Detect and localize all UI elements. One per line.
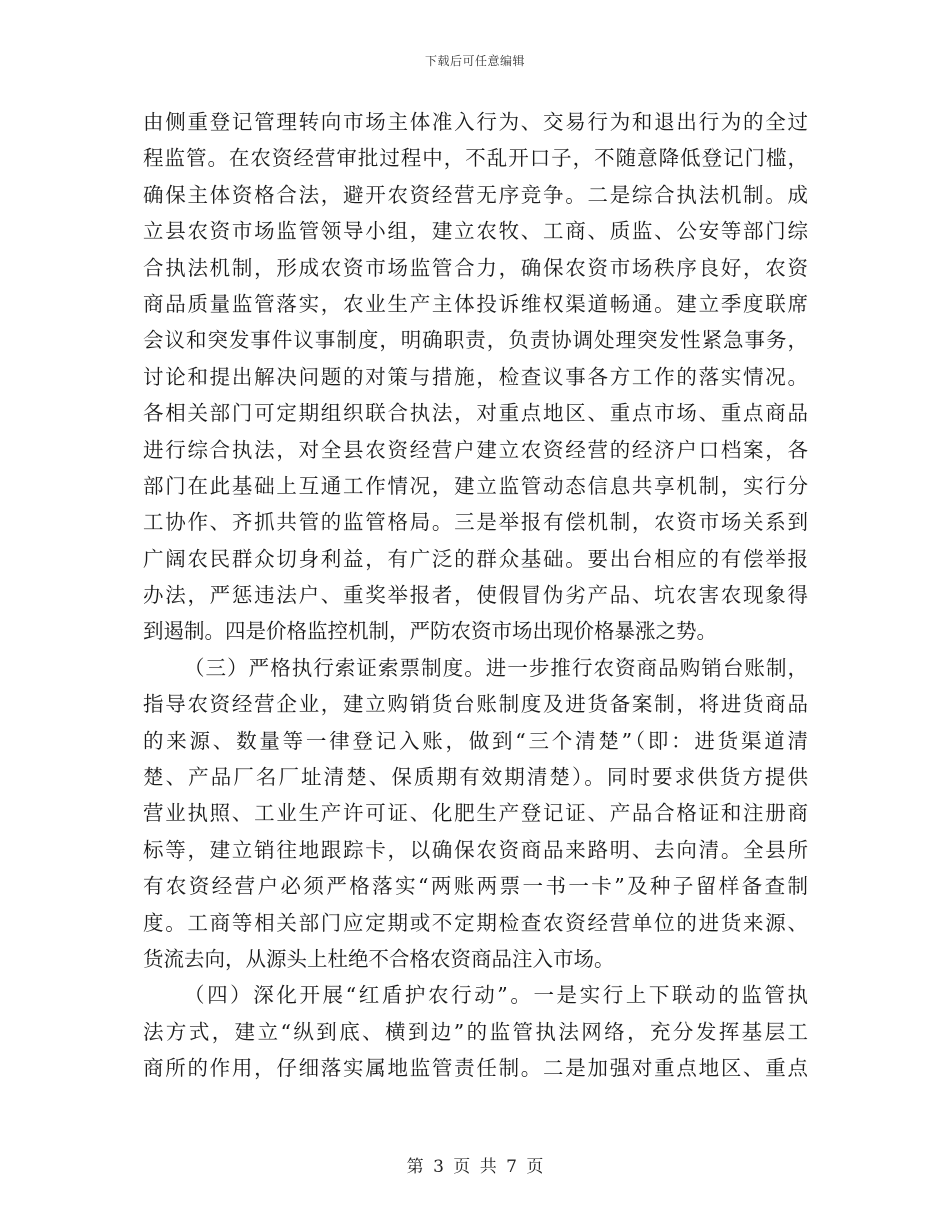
text-line: 由侧重登记管理转向市场主体准入行为、交易行为和退出行为的全过 bbox=[143, 110, 808, 134]
text-line: 部门在此基础上互通工作情况，建立监管动态信息共享机制，实行分 bbox=[143, 473, 808, 498]
text-line: 到遏制。四是价格监控机制，严防农资市场出现价格暴涨之势。 bbox=[143, 619, 717, 644]
text-line: 有农资经营户必须严格落实“两账两票一书一卡”及种子留样备查制 bbox=[143, 874, 808, 899]
text-line: 标等，建立销往地跟踪卡，以确保农资商品来路明、去向清。全县所 bbox=[143, 837, 808, 862]
text-line: 的来源、数量等一律登记入账，做到“三个清楚”（即：进货渠道清 bbox=[143, 728, 808, 753]
section-heading-line: （三）严格执行索证索票制度。进一步推行农资商品购销台账制， bbox=[184, 655, 808, 680]
text-line: 确保主体资格合法，避开农资经营无序竞争。二是综合执法机制。成 bbox=[143, 182, 808, 207]
text-line: 度。工商等相关部门应定期或不定期检查农资经营单位的进货来源、 bbox=[143, 910, 808, 935]
page-header: 下载后可任意编辑 bbox=[424, 54, 525, 68]
document-body bbox=[143, 104, 808, 1087]
text-line: 立县农资市场监管领导小组，建立农牧、工商、质监、公安等部门综 bbox=[143, 219, 808, 244]
text-line: 货流去向，从源头上杜绝不合格农资商品注入市场。 bbox=[143, 946, 615, 971]
text-line: 进行综合执法，对全县农资经营户建立农资经营的经济户口档案，各 bbox=[143, 437, 808, 462]
text-line: 各相关部门可定期组织联合执法，对重点地区、重点市场、重点商品 bbox=[143, 401, 808, 426]
text-line: 讨论和提出解决问题的对策与措施，检查议事各方工作的落实情况。 bbox=[143, 364, 808, 389]
text-line: 楚、产品厂名厂址清楚、保质期有效期清楚）。同时要求供货方提供 bbox=[143, 765, 808, 790]
text-line: 办法，严惩违法户、重奖举报者，使假冒伪劣产品、坑农害农现象得 bbox=[143, 583, 808, 608]
text-line: 商所的作用，仔细落实属地监管责任制。二是加强对重点地区、重点 bbox=[143, 1056, 808, 1081]
section-heading-line: （四）深化开展“红盾护农行动”。一是实行上下联动的监管执 bbox=[184, 983, 808, 1008]
page-footer: 第 3 页 共 7 页 bbox=[406, 1157, 544, 1177]
text-line: 法方式，建立“纵到底、横到边”的监管执法网络，充分发挥基层工 bbox=[143, 1019, 808, 1044]
text-line: 商品质量监管落实，农业生产主体投诉维权渠道畅通。建立季度联席 bbox=[143, 291, 808, 316]
text-line: 合执法机制，形成农资市场监管合力，确保农资市场秩序良好，农资 bbox=[143, 255, 808, 280]
text-line: 会议和突发事件议事制度，明确职责，负责协调处理突发性紧急事务， bbox=[143, 328, 808, 353]
text-line: 广阔农民群众切身利益，有广泛的群众基础。要出台相应的有偿举报 bbox=[143, 546, 808, 571]
text-line: 程监管。在农资经营审批过程中，不乱开口子，不随意降低登记门槛， bbox=[143, 146, 808, 171]
text-line: 指导农资经营企业，建立购销货台账制度及进货备案制，将进货商品 bbox=[143, 692, 808, 717]
text-line: 工协作、齐抓共管的监管格局。三是举报有偿机制，农资市场关系到 bbox=[143, 510, 808, 535]
text-line: 营业执照、工业生产许可证、化肥生产登记证、产品合格证和注册商 bbox=[143, 801, 808, 826]
